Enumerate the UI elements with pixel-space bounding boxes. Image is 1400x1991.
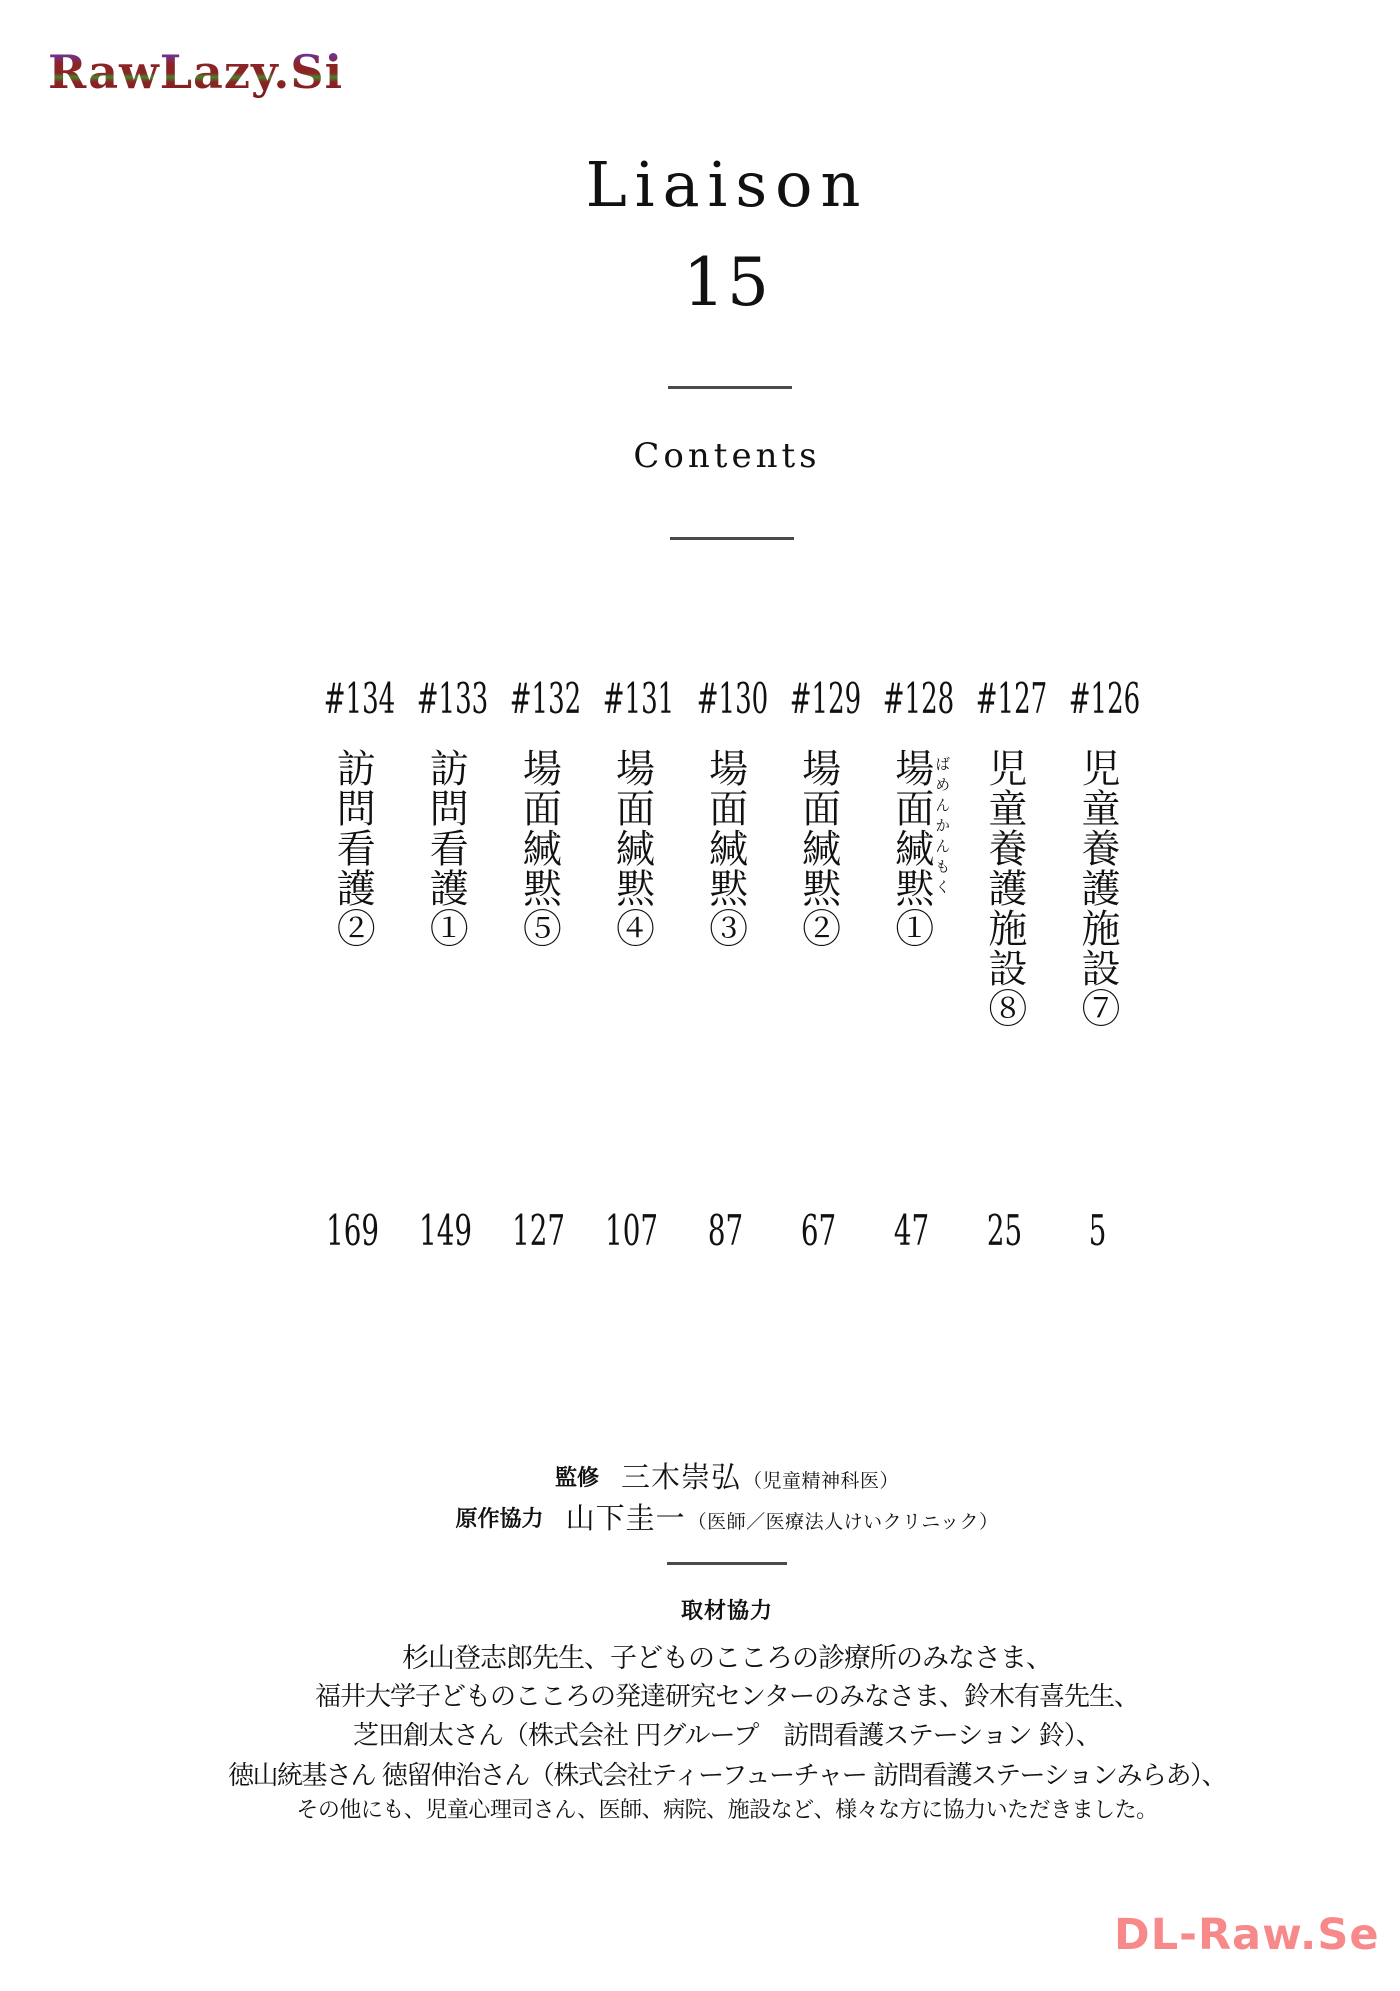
divider: [670, 537, 794, 540]
chapter-number: #127: [975, 674, 1048, 723]
cooperation-note: （医師／医療法人けいクリニック）: [687, 1511, 999, 1533]
contents-heading: Contents: [633, 436, 821, 476]
chapter-number: #126: [1068, 674, 1141, 723]
toc-entry: [585, 676, 678, 1256]
chapter-page-number: 169: [326, 1206, 380, 1255]
chapter-number: #128: [882, 674, 954, 723]
acknowledgment-line: 徳山統基さん 徳留伸治さん（株式会社ティーフューチャー 訪問看護ステーションみらあ）、: [227, 1761, 1226, 1791]
chapter-number: #131: [603, 674, 675, 723]
acknowledgments-heading: 取材協力: [680, 1599, 773, 1624]
toc-entry: [399, 676, 492, 1256]
acknowledgment-line: その他にも、児童心理司さん、医師、病院、施設など、様々な方に協力いただきました。: [296, 1798, 1158, 1823]
chapter-title: 児童養護施設⑦: [1074, 748, 1120, 1028]
toc-entry: [865, 676, 958, 1256]
chapter-title: 訪問看護②: [330, 748, 376, 948]
cooperation-credit: [27, 1501, 1400, 1540]
toc-entry: [958, 676, 1051, 1256]
chapter-furigana: ばめんかんもく: [933, 756, 952, 900]
chapter-page-number: 47: [893, 1206, 929, 1255]
toc-entry: [306, 676, 399, 1256]
chapter-page-number: 149: [419, 1206, 473, 1255]
cooperation-label: 原作協力: [455, 1507, 544, 1532]
toc-entry: [772, 676, 865, 1256]
chapter-page-number: 5: [1088, 1206, 1107, 1255]
chapter-title: 場面緘黙①: [888, 748, 934, 948]
chapter-number: #132: [510, 674, 582, 723]
divider: [667, 1562, 787, 1565]
chapter-number: #134: [323, 674, 396, 723]
toc-entry: [679, 676, 772, 1256]
chapter-page-number: 67: [800, 1206, 836, 1255]
chapter-number: #129: [789, 674, 861, 723]
series-title: Liaison: [585, 148, 869, 221]
volume-number: 15: [683, 244, 771, 321]
chapter-page-number: 107: [605, 1206, 659, 1255]
supervisor-label: 監修: [554, 1466, 599, 1491]
table-of-contents: [306, 676, 1144, 1256]
chapter-number: #130: [696, 674, 768, 723]
chapter-title: 場面緘黙②: [795, 748, 841, 948]
site-watermark-bottom: DL-Raw.Se: [1114, 1910, 1380, 1960]
chapter-title: 児童養護施設⑧: [981, 748, 1027, 1028]
acknowledgment-line: 福井大学子どものこころの発達研究センターのみなさま、鈴木有喜先生、: [315, 1682, 1139, 1712]
divider: [668, 386, 792, 389]
chapter-page-number: 127: [512, 1206, 566, 1255]
chapter-page-number: 87: [707, 1206, 743, 1255]
acknowledgment-line: 芝田創太さん（株式会社 円グループ 訪問看護ステーション 鈴）、: [353, 1721, 1101, 1751]
chapter-title: 場面緘黙⑤: [516, 748, 562, 948]
chapter-title: 場面緘黙③: [702, 748, 748, 948]
supervisor-note: （児童精神科医）: [743, 1470, 900, 1492]
toc-entry: [1051, 676, 1144, 1256]
cooperation-name: 山下圭一: [565, 1501, 686, 1535]
toc-entry: [492, 676, 585, 1256]
chapter-number: #133: [416, 674, 489, 723]
chapter-page-number: 25: [986, 1206, 1022, 1255]
chapter-title: 訪問看護①: [423, 748, 469, 948]
site-watermark-logo: RawLazy.Si: [48, 45, 344, 99]
supervisor-credit: [27, 1460, 1400, 1499]
acknowledgment-line: 杉山登志郎先生、子どものこころの診療所のみなさま、: [402, 1643, 1052, 1674]
supervisor-name: 三木崇弘: [620, 1460, 741, 1494]
chapter-title: 場面緘黙④: [609, 748, 655, 948]
